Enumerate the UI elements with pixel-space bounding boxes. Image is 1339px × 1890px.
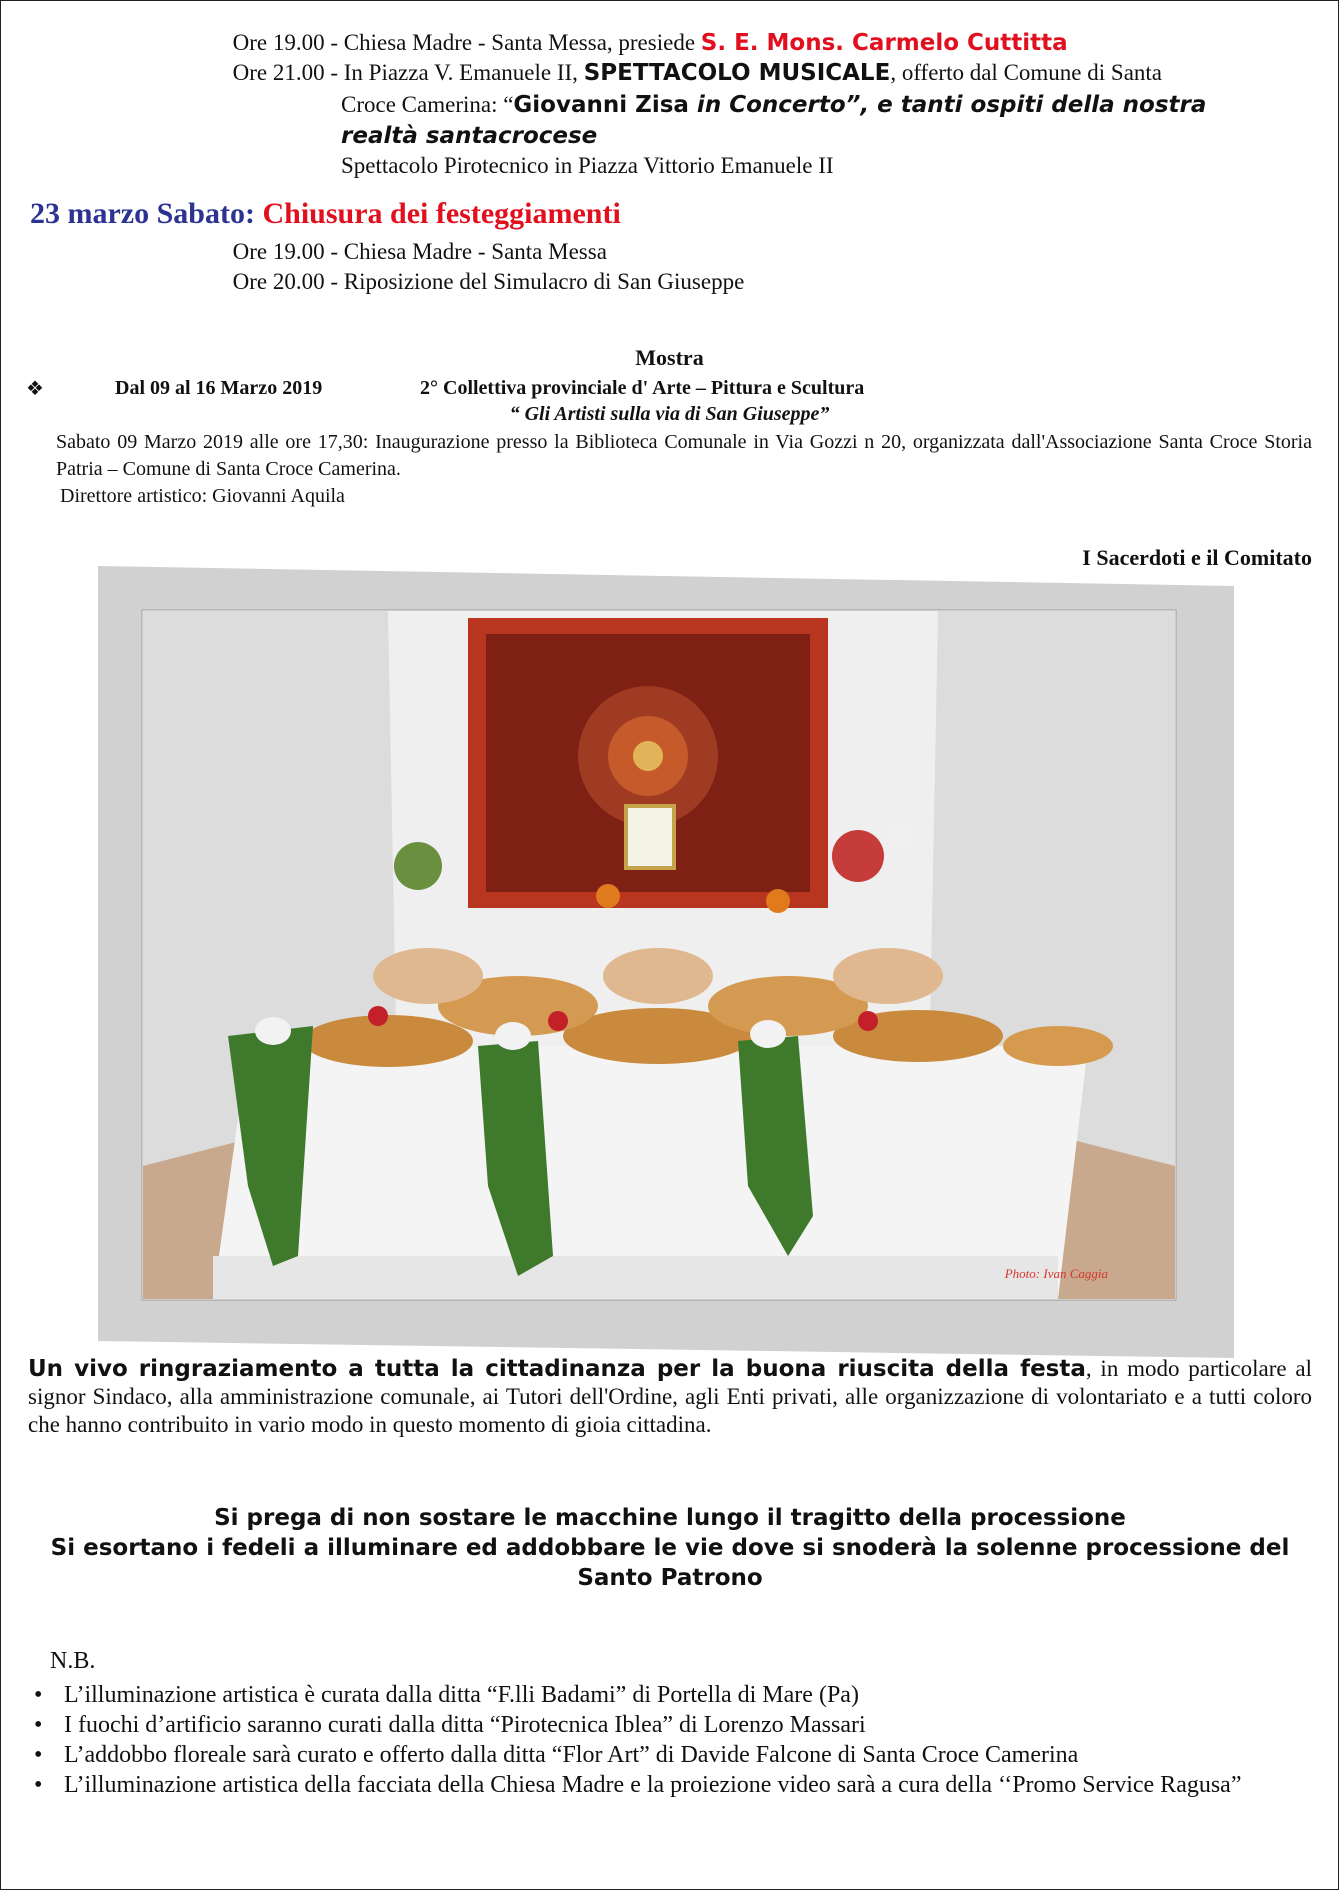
event-text-b: , offerto dal Comune di Santa [890, 60, 1162, 85]
event-text-a: In Piazza V. Emanuele II, [343, 60, 584, 85]
mostra-dates: Dal 09 al 16 Marzo 2019 [115, 377, 323, 399]
schedule-item-21-line4: Spettacolo Pirotecnico in Piazza Vittorio Emanuele II [341, 153, 834, 178]
nb-list [28, 1680, 1312, 1800]
day23-item-2 [196, 267, 744, 297]
photo-frame [98, 566, 1234, 1358]
tapestry [468, 618, 828, 908]
thanks-bold: Un vivo ringraziamento a tutta la cittadinanza per la buona riuscita della festa [28, 1356, 1086, 1382]
time-label: Ore 21.00 - [232, 60, 338, 85]
time-label: Ore 19.00 - [232, 30, 338, 55]
day23-item-1 [196, 237, 607, 267]
event-line2: Croce Camerina: “ [341, 92, 514, 117]
list-item: • L’illuminazione artistica della facciata della Chiesa Madre e la proiezione video sarà a cura della ‘‘Promo Service Ragusa” [28, 1770, 1312, 1800]
nb-label: N.B. [50, 1648, 96, 1674]
mostra-title: Mostra [635, 345, 704, 370]
list-item: • L’illuminazione artistica è curata dalla ditta “F.lli Badami” di Portella di Mare (Pa) [28, 1680, 1312, 1710]
notice-line1: Si prega di non sostare le macchine lungo il tragitto della processione [214, 1505, 1126, 1531]
schedule-item-21-line2 [341, 90, 1313, 120]
time-label: Ore 20.00 - [232, 269, 338, 294]
event-text: Chiesa Madre - Santa Messa [343, 239, 607, 264]
day23-date: 23 marzo Sabato: [30, 197, 255, 230]
photo-credit: Photo: Ivan Caggia [1004, 1266, 1108, 1281]
mostra-event: 2° Collettiva provinciale d' Arte – Pittura e Scultura [420, 377, 865, 399]
event-bold-a: SPETTACOLO MUSICALE [583, 60, 891, 86]
mostra-bullet: ❖ [26, 378, 44, 400]
mostra-subtitle: “ Gli Artisti sulla via di San Giuseppe” [509, 403, 830, 425]
time-label: Ore 19.00 - [232, 239, 338, 264]
mostra-director: Direttore artistico: Giovanni Aquila [60, 485, 345, 507]
event-text: Riposizione del Simulacro di San Giuseppe [343, 269, 745, 294]
schedule-item-21 [196, 58, 1162, 88]
altar-table [213, 1046, 1088, 1299]
list-item: • L’addobbo floreale sarà curato e offerto dalla ditta “Flor Art” di Davide Falcone di Santa Croce Camerina [28, 1740, 1312, 1770]
day23-title: Chiusura dei festeggiamenti [262, 197, 621, 230]
schedule-item-21-line3: realtà santacrocese [341, 123, 598, 149]
altar-photo-illustration [98, 566, 1234, 1358]
thanks-rest: , in modo particolare al signor Sindaco, alla amministrazione comunale, ai Tutori dell'Ordine, agli Enti privati, alle organizzazione di volontariato e a tutti coloro che hanno contribuito in vario modo in questo momento di gioia cittadina. [28, 1356, 1312, 1437]
celebrant-name: S. E. Mons. Carmelo Cuttitta [700, 30, 1068, 56]
list-item: • I fuochi d’artificio saranno curati dalla ditta “Pirotecnica Iblea” di Lorenzo Massari [28, 1710, 1312, 1740]
notice-line2: Si esortano i fedeli a illuminare ed addobbare le vie dove si snoderà la solenne processione del Santo Patrono [50, 1535, 1290, 1591]
day23-heading [30, 195, 621, 233]
event-text: Chiesa Madre - Santa Messa, presiede [343, 30, 701, 55]
mostra-description: Sabato 09 Marzo 2019 alle ore 17,30: Inaugurazione presso la Biblioteca Comunale in Via Gozzi n 20, organizzata dall'Associazione Santa Croce Storia Patria – Comune di Santa Croce Camerina. [56, 431, 1312, 480]
artist-name: Giovanni Zisa [513, 92, 689, 118]
signature: I Sacerdoti e il Comitato [1082, 545, 1312, 570]
artist-concert: in Concerto”, e tanti ospiti della nostra [688, 92, 1207, 118]
thanks-paragraph [28, 1355, 1312, 1439]
schedule-item-19 [196, 28, 1068, 58]
